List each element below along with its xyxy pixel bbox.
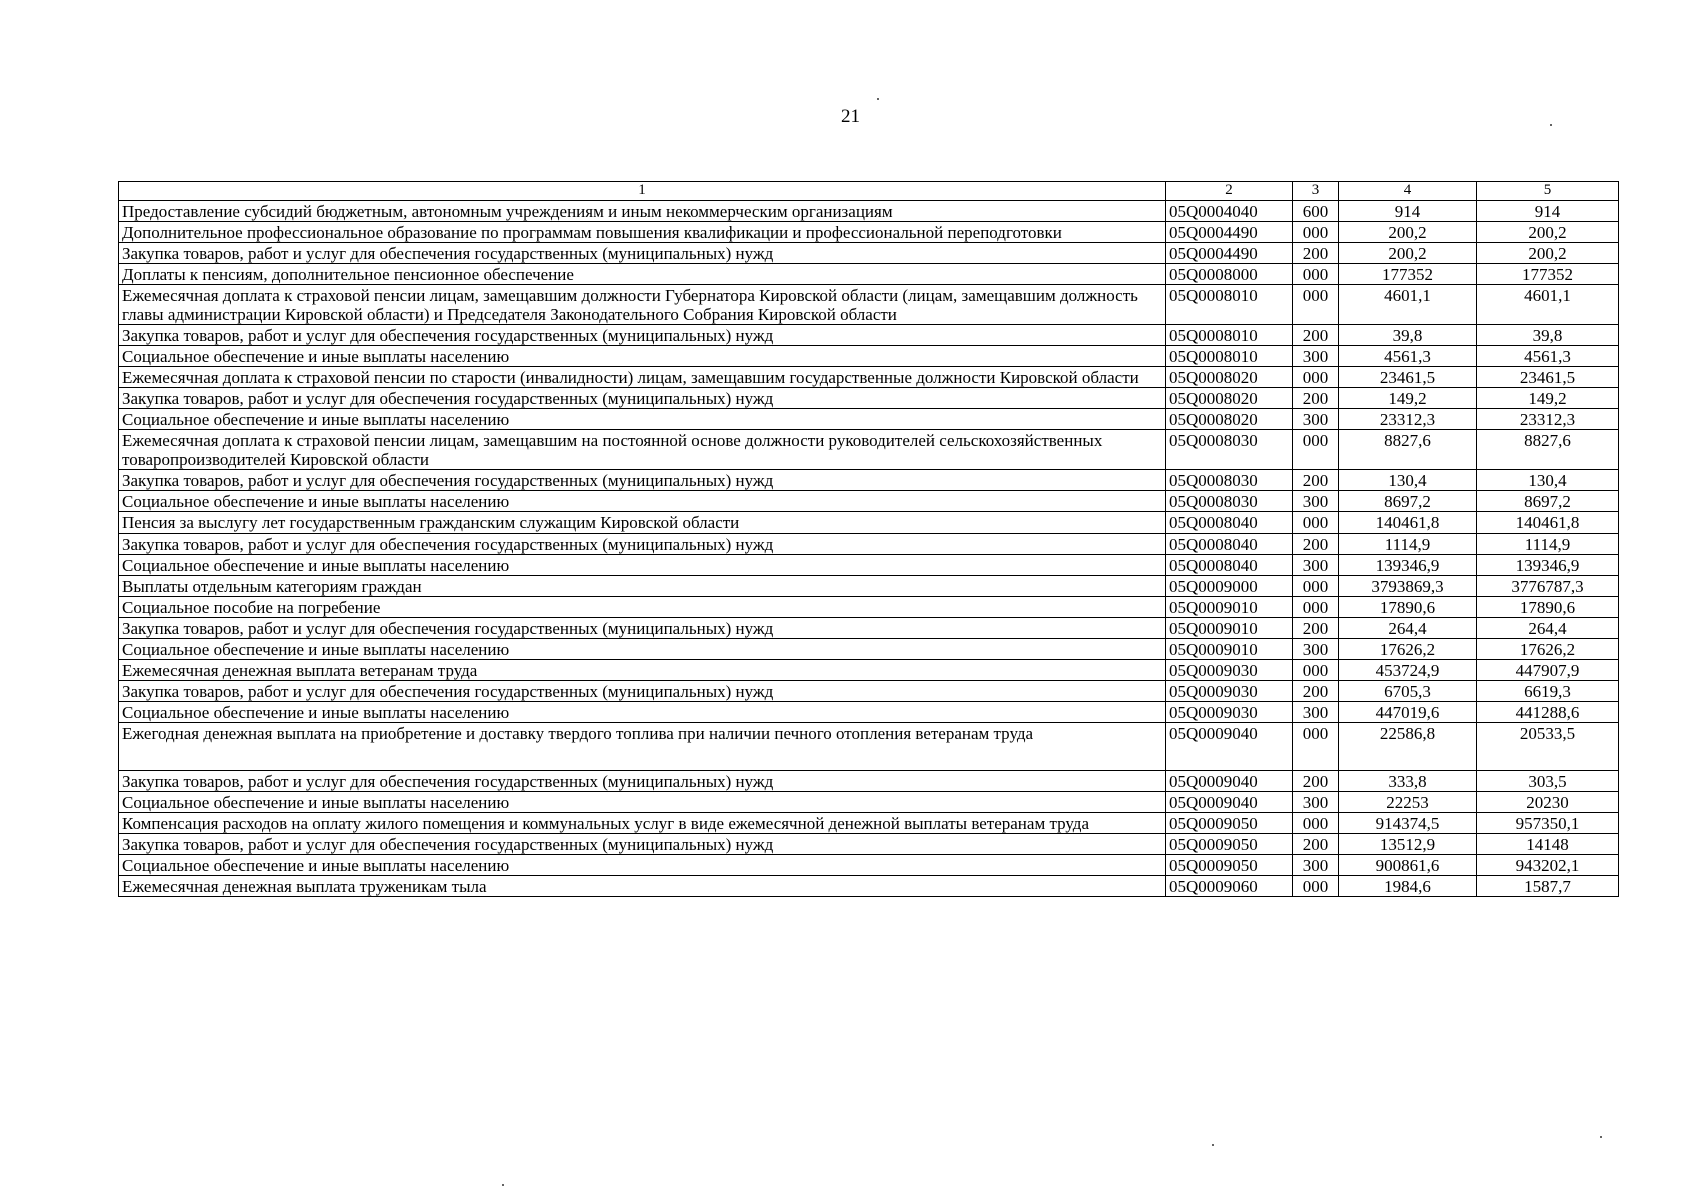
scan-speck	[1550, 124, 1552, 126]
expense-type-cell: 600	[1293, 201, 1339, 222]
amount-col5-cell: 200,2	[1477, 222, 1619, 243]
target-code-cell: 05Q0009010	[1166, 596, 1293, 617]
expense-type-cell: 300	[1293, 791, 1339, 812]
amount-col5-cell: 3776787,3	[1477, 575, 1619, 596]
item-name-cell: Социальное обеспечение и иные выплаты населению	[119, 491, 1166, 512]
table-row	[119, 680, 1619, 701]
table-row	[119, 770, 1619, 791]
item-name-cell: Закупка товаров, работ и услуг для обеспечения государственных (муниципальных) нужд	[119, 617, 1166, 638]
item-name-cell: Ежемесячная доплата к страховой пенсии лицам, замещавшим на постоянной основе должности руководителей сельскохозяйственных товаропроизводителей Кировской области	[119, 430, 1166, 470]
amount-col4-cell: 6705,3	[1339, 680, 1477, 701]
budget-table	[118, 181, 1619, 897]
expense-type-cell: 300	[1293, 346, 1339, 367]
target-code-cell: 05Q0008030	[1166, 470, 1293, 491]
amount-col5-cell: 441288,6	[1477, 701, 1619, 722]
item-name-cell: Ежемесячная доплата к страховой пенсии лицам, замещавшим должности Губернатора Кировской области (лицам, замещавшим должность главы администрации Кировской области) и Председателя Законодательного Собрания Кировской области	[119, 285, 1166, 325]
table-row	[119, 264, 1619, 285]
amount-col5-cell: 130,4	[1477, 470, 1619, 491]
column-header-5: 5	[1477, 182, 1619, 201]
expense-type-cell: 000	[1293, 264, 1339, 285]
target-code-cell: 05Q0009040	[1166, 770, 1293, 791]
table-row	[119, 346, 1619, 367]
expense-type-cell: 300	[1293, 554, 1339, 575]
amount-col4-cell: 39,8	[1339, 325, 1477, 346]
amount-col5-cell: 4601,1	[1477, 285, 1619, 325]
amount-col4-cell: 914374,5	[1339, 812, 1477, 833]
target-code-cell: 05Q0008020	[1166, 367, 1293, 388]
amount-col5-cell: 303,5	[1477, 770, 1619, 791]
target-code-cell: 05Q0008010	[1166, 325, 1293, 346]
column-header-2: 2	[1166, 182, 1293, 201]
item-name-cell: Социальное обеспечение и иные выплаты населению	[119, 701, 1166, 722]
item-name-cell: Предоставление субсидий бюджетным, автономным учреждениям и иным некоммерческим организациям	[119, 201, 1166, 222]
table-row	[119, 554, 1619, 575]
table-row	[119, 491, 1619, 512]
expense-type-cell: 000	[1293, 659, 1339, 680]
amount-col4-cell: 453724,9	[1339, 659, 1477, 680]
amount-col5-cell: 20230	[1477, 791, 1619, 812]
table-row	[119, 512, 1619, 533]
item-name-cell: Социальное обеспечение и иные выплаты населению	[119, 409, 1166, 430]
amount-col4-cell: 23461,5	[1339, 367, 1477, 388]
item-name-cell: Социальное обеспечение и иные выплаты населению	[119, 554, 1166, 575]
amount-col4-cell: 900861,6	[1339, 854, 1477, 875]
amount-col4-cell: 8697,2	[1339, 491, 1477, 512]
item-name-cell: Закупка товаров, работ и услуг для обеспечения государственных (муниципальных) нужд	[119, 770, 1166, 791]
target-code-cell: 05Q0008030	[1166, 430, 1293, 470]
amount-col5-cell: 23461,5	[1477, 367, 1619, 388]
target-code-cell: 05Q0008040	[1166, 512, 1293, 533]
column-header-4: 4	[1339, 182, 1477, 201]
scan-speck	[1212, 1144, 1214, 1146]
amount-col4-cell: 13512,9	[1339, 833, 1477, 854]
column-header-3: 3	[1293, 182, 1339, 201]
amount-col4-cell: 17890,6	[1339, 596, 1477, 617]
expense-type-cell: 200	[1293, 243, 1339, 264]
target-code-cell: 05Q0009000	[1166, 575, 1293, 596]
table-row	[119, 722, 1619, 770]
target-code-cell: 05Q0009030	[1166, 659, 1293, 680]
item-name-cell: Дополнительное профессиональное образование по программам повышения квалификации и профессиональной переподготовки	[119, 222, 1166, 243]
scan-speck	[502, 1184, 504, 1186]
expense-type-cell: 200	[1293, 533, 1339, 554]
target-code-cell: 05Q0009010	[1166, 617, 1293, 638]
amount-col5-cell: 149,2	[1477, 388, 1619, 409]
target-code-cell: 05Q0009030	[1166, 680, 1293, 701]
table-row	[119, 470, 1619, 491]
item-name-cell: Компенсация расходов на оплату жилого помещения и коммунальных услуг в виде ежемесячной денежной выплаты ветеранам труда	[119, 812, 1166, 833]
amount-col5-cell: 200,2	[1477, 243, 1619, 264]
column-header-1: 1	[119, 182, 1166, 201]
table-row	[119, 388, 1619, 409]
amount-col4-cell: 333,8	[1339, 770, 1477, 791]
table-row	[119, 596, 1619, 617]
expense-type-cell: 300	[1293, 854, 1339, 875]
table-row	[119, 833, 1619, 854]
item-name-cell: Социальное пособие на погребение	[119, 596, 1166, 617]
amount-col5-cell: 914	[1477, 201, 1619, 222]
table-row	[119, 791, 1619, 812]
target-code-cell: 05Q0009040	[1166, 791, 1293, 812]
expense-type-cell: 300	[1293, 409, 1339, 430]
item-name-cell: Закупка товаров, работ и услуг для обеспечения государственных (муниципальных) нужд	[119, 680, 1166, 701]
amount-col4-cell: 264,4	[1339, 617, 1477, 638]
amount-col5-cell: 177352	[1477, 264, 1619, 285]
table-row	[119, 285, 1619, 325]
item-name-cell: Закупка товаров, работ и услуг для обеспечения государственных (муниципальных) нужд	[119, 243, 1166, 264]
expense-type-cell: 200	[1293, 388, 1339, 409]
amount-col4-cell: 139346,9	[1339, 554, 1477, 575]
target-code-cell: 05Q0009060	[1166, 875, 1293, 896]
table-row	[119, 638, 1619, 659]
amount-col5-cell: 23312,3	[1477, 409, 1619, 430]
scan-speck	[877, 98, 879, 100]
amount-col4-cell: 149,2	[1339, 388, 1477, 409]
amount-col4-cell: 3793869,3	[1339, 575, 1477, 596]
expense-type-cell: 000	[1293, 875, 1339, 896]
amount-col5-cell: 14148	[1477, 833, 1619, 854]
expense-type-cell: 000	[1293, 285, 1339, 325]
target-code-cell: 05Q0008030	[1166, 491, 1293, 512]
item-name-cell: Ежегодная денежная выплата на приобретение и доставку твердого топлива при наличии печного отопления ветеранам труда	[119, 722, 1166, 770]
target-code-cell: 05Q0009050	[1166, 833, 1293, 854]
amount-col4-cell: 447019,6	[1339, 701, 1477, 722]
target-code-cell: 05Q0004040	[1166, 201, 1293, 222]
expense-type-cell: 200	[1293, 325, 1339, 346]
item-name-cell: Социальное обеспечение и иные выплаты населению	[119, 346, 1166, 367]
expense-type-cell: 200	[1293, 833, 1339, 854]
expense-type-cell: 200	[1293, 470, 1339, 491]
expense-type-cell: 300	[1293, 701, 1339, 722]
amount-col5-cell: 943202,1	[1477, 854, 1619, 875]
amount-col5-cell: 957350,1	[1477, 812, 1619, 833]
item-name-cell: Закупка товаров, работ и услуг для обеспечения государственных (муниципальных) нужд	[119, 388, 1166, 409]
target-code-cell: 05Q0009050	[1166, 812, 1293, 833]
item-name-cell: Пенсия за выслугу лет государственным гражданским служащим Кировской области	[119, 512, 1166, 533]
item-name-cell: Социальное обеспечение и иные выплаты населению	[119, 638, 1166, 659]
target-code-cell: 05Q0008040	[1166, 554, 1293, 575]
expense-type-cell: 000	[1293, 596, 1339, 617]
item-name-cell: Социальное обеспечение и иные выплаты населению	[119, 854, 1166, 875]
amount-col4-cell: 22586,8	[1339, 722, 1477, 770]
table-row	[119, 812, 1619, 833]
expense-type-cell: 000	[1293, 430, 1339, 470]
amount-col5-cell: 139346,9	[1477, 554, 1619, 575]
amount-col5-cell: 264,4	[1477, 617, 1619, 638]
expense-type-cell: 300	[1293, 491, 1339, 512]
amount-col5-cell: 17626,2	[1477, 638, 1619, 659]
amount-col5-cell: 4561,3	[1477, 346, 1619, 367]
page-number: 21	[841, 106, 860, 127]
amount-col4-cell: 1114,9	[1339, 533, 1477, 554]
target-code-cell: 05Q0008010	[1166, 346, 1293, 367]
expense-type-cell: 000	[1293, 575, 1339, 596]
table-row	[119, 854, 1619, 875]
amount-col5-cell: 6619,3	[1477, 680, 1619, 701]
target-code-cell: 05Q0009010	[1166, 638, 1293, 659]
expense-type-cell: 200	[1293, 617, 1339, 638]
item-name-cell: Ежемесячная доплата к страховой пенсии по старости (инвалидности) лицам, замещавшим государственные должности Кировской области	[119, 367, 1166, 388]
item-name-cell: Выплаты отдельным категориям граждан	[119, 575, 1166, 596]
amount-col5-cell: 8827,6	[1477, 430, 1619, 470]
item-name-cell: Социальное обеспечение и иные выплаты населению	[119, 791, 1166, 812]
expense-type-cell: 000	[1293, 512, 1339, 533]
table-row	[119, 575, 1619, 596]
target-code-cell: 05Q0008040	[1166, 533, 1293, 554]
table-row	[119, 243, 1619, 264]
target-code-cell: 05Q0009050	[1166, 854, 1293, 875]
expense-type-cell: 000	[1293, 722, 1339, 770]
item-name-cell: Ежемесячная денежная выплата ветеранам труда	[119, 659, 1166, 680]
amount-col4-cell: 4601,1	[1339, 285, 1477, 325]
amount-col4-cell: 8827,6	[1339, 430, 1477, 470]
target-code-cell: 05Q0009030	[1166, 701, 1293, 722]
item-name-cell: Закупка товаров, работ и услуг для обеспечения государственных (муниципальных) нужд	[119, 470, 1166, 491]
amount-col4-cell: 130,4	[1339, 470, 1477, 491]
target-code-cell: 05Q0008020	[1166, 409, 1293, 430]
table-row	[119, 875, 1619, 896]
amount-col5-cell: 17890,6	[1477, 596, 1619, 617]
item-name-cell: Ежемесячная денежная выплата труженикам тыла	[119, 875, 1166, 896]
target-code-cell: 05Q0008020	[1166, 388, 1293, 409]
target-code-cell: 05Q0004490	[1166, 243, 1293, 264]
amount-col5-cell: 8697,2	[1477, 491, 1619, 512]
table-row	[119, 222, 1619, 243]
table-row	[119, 201, 1619, 222]
item-name-cell: Закупка товаров, работ и услуг для обеспечения государственных (муниципальных) нужд	[119, 833, 1166, 854]
expense-type-cell: 000	[1293, 812, 1339, 833]
item-name-cell: Закупка товаров, работ и услуг для обеспечения государственных (муниципальных) нужд	[119, 325, 1166, 346]
expense-type-cell: 000	[1293, 222, 1339, 243]
expense-type-cell: 300	[1293, 638, 1339, 659]
table-row	[119, 367, 1619, 388]
amount-col4-cell: 17626,2	[1339, 638, 1477, 659]
amount-col5-cell: 39,8	[1477, 325, 1619, 346]
amount-col4-cell: 22253	[1339, 791, 1477, 812]
table-row	[119, 533, 1619, 554]
amount-col4-cell: 177352	[1339, 264, 1477, 285]
amount-col4-cell: 914	[1339, 201, 1477, 222]
target-code-cell: 05Q0008000	[1166, 264, 1293, 285]
amount-col4-cell: 200,2	[1339, 222, 1477, 243]
amount-col4-cell: 140461,8	[1339, 512, 1477, 533]
table-row	[119, 430, 1619, 470]
amount-col5-cell: 1587,7	[1477, 875, 1619, 896]
table-row	[119, 325, 1619, 346]
target-code-cell: 05Q0009040	[1166, 722, 1293, 770]
table-row	[119, 701, 1619, 722]
target-code-cell: 05Q0008010	[1166, 285, 1293, 325]
amount-col4-cell: 1984,6	[1339, 875, 1477, 896]
amount-col5-cell: 1114,9	[1477, 533, 1619, 554]
item-name-cell: Доплаты к пенсиям, дополнительное пенсионное обеспечение	[119, 264, 1166, 285]
table-row	[119, 409, 1619, 430]
table-header-row	[119, 182, 1619, 201]
table-row	[119, 617, 1619, 638]
scan-speck	[1600, 1136, 1602, 1138]
amount-col4-cell: 4561,3	[1339, 346, 1477, 367]
amount-col5-cell: 447907,9	[1477, 659, 1619, 680]
expense-type-cell: 200	[1293, 770, 1339, 791]
expense-type-cell: 200	[1293, 680, 1339, 701]
amount-col4-cell: 23312,3	[1339, 409, 1477, 430]
amount-col5-cell: 140461,8	[1477, 512, 1619, 533]
amount-col4-cell: 200,2	[1339, 243, 1477, 264]
expense-type-cell: 000	[1293, 367, 1339, 388]
table-row	[119, 659, 1619, 680]
item-name-cell: Закупка товаров, работ и услуг для обеспечения государственных (муниципальных) нужд	[119, 533, 1166, 554]
target-code-cell: 05Q0004490	[1166, 222, 1293, 243]
amount-col5-cell: 20533,5	[1477, 722, 1619, 770]
